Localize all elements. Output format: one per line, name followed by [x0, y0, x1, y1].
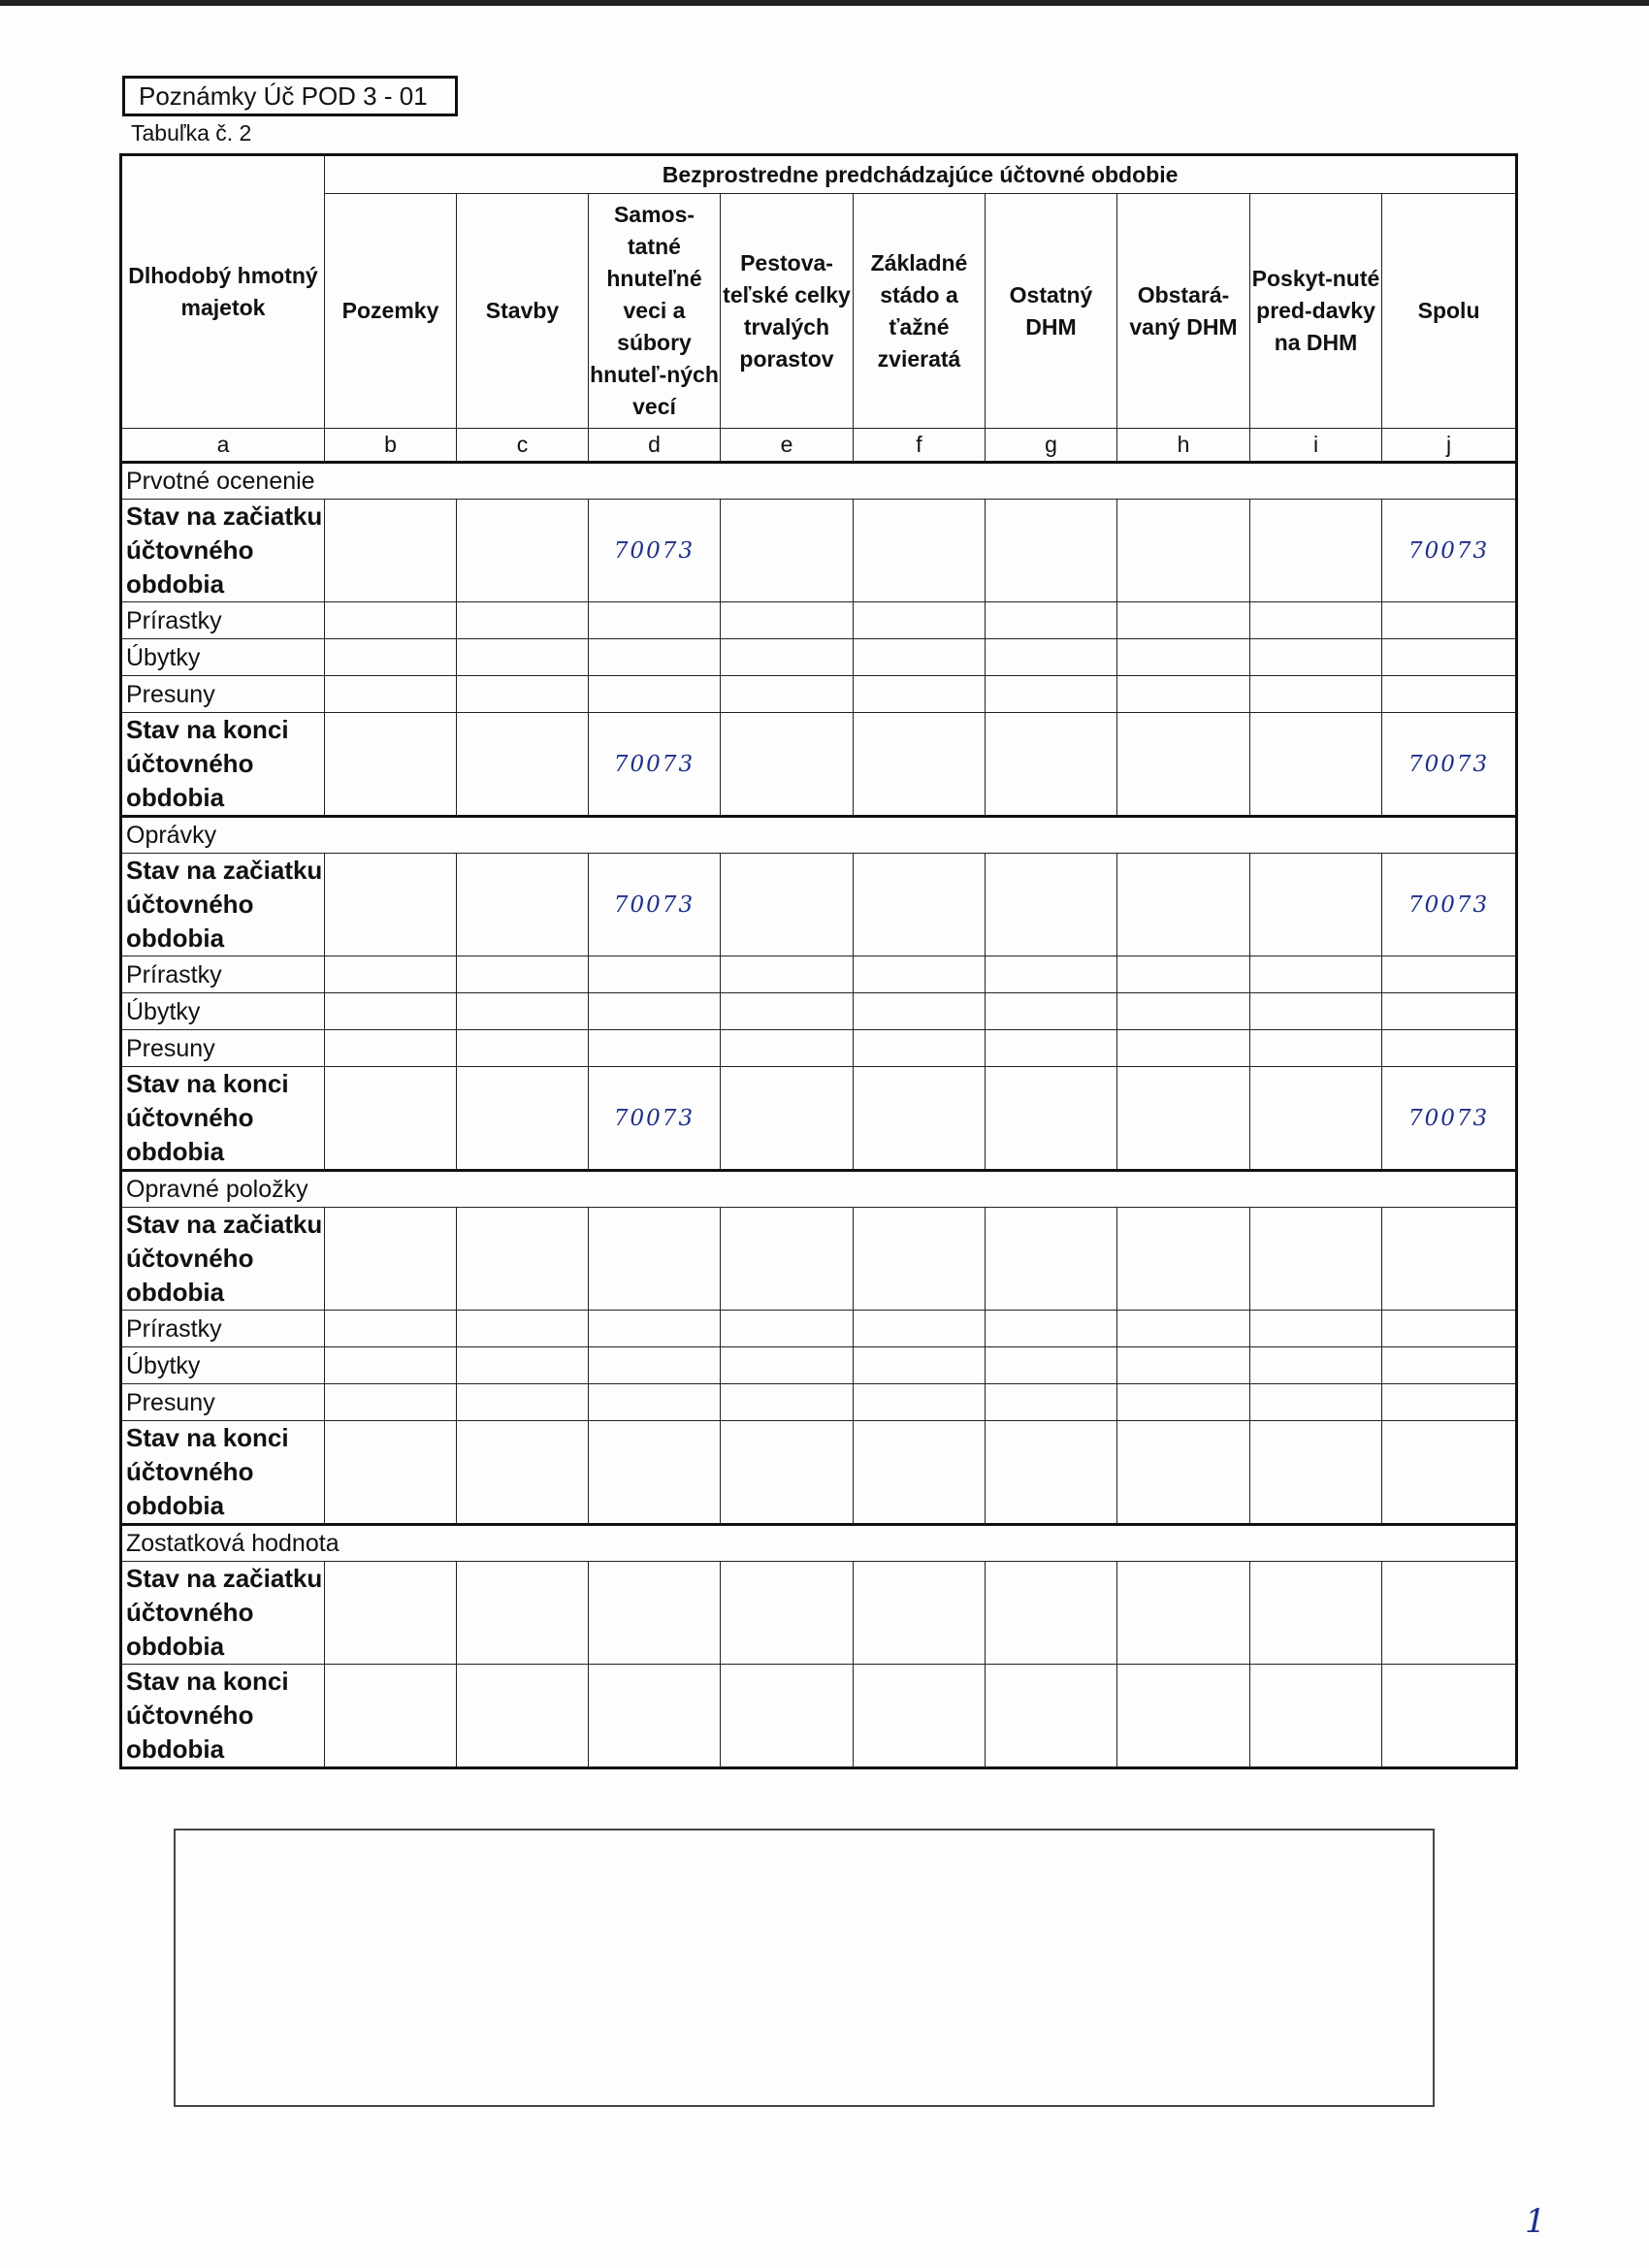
table-cell[interactable]	[986, 1421, 1117, 1525]
section-row	[121, 817, 1517, 854]
table-cell[interactable]	[1117, 1208, 1250, 1311]
cell-d[interactable]	[589, 1665, 721, 1768]
table-cell[interactable]	[1117, 1347, 1250, 1384]
table-cell[interactable]	[721, 1384, 854, 1421]
column-letter: g	[986, 429, 1117, 463]
row-label: Stav na konci účtovného obdobia	[121, 1421, 325, 1525]
table-cell[interactable]	[854, 676, 986, 713]
row-label: Presuny	[121, 676, 325, 713]
cell-total[interactable]	[1382, 1384, 1517, 1421]
table-cell[interactable]	[1117, 1311, 1250, 1347]
table-cell[interactable]	[1250, 1067, 1382, 1171]
table-cell[interactable]	[1117, 639, 1250, 676]
table-cell[interactable]	[721, 639, 854, 676]
table-row	[121, 956, 1517, 993]
row-label: Presuny	[121, 1030, 325, 1067]
table-cell[interactable]	[457, 1421, 589, 1525]
table-cell[interactable]	[1117, 602, 1250, 639]
table-cell[interactable]	[854, 713, 986, 817]
table-cell[interactable]	[986, 676, 1117, 713]
table-cell[interactable]	[721, 713, 854, 817]
table-cell[interactable]	[854, 1347, 986, 1384]
table-cell[interactable]	[854, 1208, 986, 1311]
table-cell[interactable]	[457, 956, 589, 993]
table-row	[121, 1030, 1517, 1067]
table-cell[interactable]	[325, 1311, 457, 1347]
form-title: Poznámky Úč POD 3 - 01	[122, 76, 458, 116]
table-cell[interactable]	[1250, 1208, 1382, 1311]
table-cell[interactable]	[1250, 1384, 1382, 1421]
column-letter: e	[721, 429, 854, 463]
table-cell[interactable]	[457, 639, 589, 676]
table-cell[interactable]	[1117, 1030, 1250, 1067]
table-cell[interactable]	[457, 1384, 589, 1421]
table-cell[interactable]	[325, 1067, 457, 1171]
table-cell[interactable]	[986, 1067, 1117, 1171]
column-header: Spolu	[1382, 194, 1517, 429]
cell-d[interactable]	[589, 1384, 721, 1421]
table-cell[interactable]	[854, 1421, 986, 1525]
cell-d[interactable]	[589, 676, 721, 713]
row-label: Úbytky	[121, 639, 325, 676]
cell-total[interactable]	[1382, 1030, 1517, 1067]
table-cell[interactable]	[1117, 1421, 1250, 1525]
table-cell[interactable]	[457, 1347, 589, 1384]
table-cell[interactable]	[986, 500, 1117, 602]
cell-d[interactable]	[589, 602, 721, 639]
table-cell[interactable]	[854, 1067, 986, 1171]
table-cell[interactable]	[854, 854, 986, 956]
letters-row	[121, 429, 1517, 463]
table-cell[interactable]	[325, 500, 457, 602]
table-cell[interactable]	[1250, 713, 1382, 817]
table-cell[interactable]	[986, 993, 1117, 1030]
notes-box	[174, 1829, 1435, 2107]
cell-total[interactable]	[1382, 1421, 1517, 1525]
cell-d[interactable]	[589, 993, 721, 1030]
table-row	[121, 1421, 1517, 1525]
table-cell[interactable]	[721, 1562, 854, 1665]
table-cell[interactable]	[1250, 1347, 1382, 1384]
table-cell[interactable]	[986, 1311, 1117, 1347]
table-cell[interactable]	[986, 956, 1117, 993]
table-cell[interactable]	[457, 1067, 589, 1171]
table-cell[interactable]	[721, 1665, 854, 1768]
table-cell[interactable]	[457, 602, 589, 639]
table-cell[interactable]	[721, 1347, 854, 1384]
cell-d[interactable]	[589, 1311, 721, 1347]
table-cell[interactable]	[986, 1030, 1117, 1067]
column-header: Pozemky	[325, 194, 457, 429]
cell-total[interactable]	[1382, 1347, 1517, 1384]
cell-d[interactable]	[589, 1562, 721, 1665]
row-label: Prírastky	[121, 602, 325, 639]
table-cell[interactable]	[986, 1665, 1117, 1768]
table-cell[interactable]	[1250, 602, 1382, 639]
table-cell[interactable]	[854, 1562, 986, 1665]
table-row	[121, 993, 1517, 1030]
cell-total[interactable]	[1382, 993, 1517, 1030]
section-row	[121, 1171, 1517, 1208]
table-cell[interactable]	[1117, 854, 1250, 956]
table-cell[interactable]	[854, 993, 986, 1030]
table-cell[interactable]	[1250, 854, 1382, 956]
row-label: Prírastky	[121, 1311, 325, 1347]
asset-table	[119, 153, 1518, 1769]
table-cell[interactable]	[457, 1665, 589, 1768]
row-header-cell: Dlhodobý hmotný majetok	[121, 155, 325, 429]
table-cell[interactable]	[721, 956, 854, 993]
column-header: Stavby	[457, 194, 589, 429]
row-label: Úbytky	[121, 993, 325, 1030]
table-cell[interactable]	[721, 602, 854, 639]
row-label: Stav na konci účtovného obdobia	[121, 1067, 325, 1171]
table-cell[interactable]	[986, 602, 1117, 639]
table-cell[interactable]	[325, 1384, 457, 1421]
section-title: Zostatková hodnota	[121, 1525, 1517, 1562]
table-cell[interactable]	[1250, 639, 1382, 676]
table-row	[121, 1384, 1517, 1421]
cell-total[interactable]: 70073	[1382, 854, 1517, 956]
row-label: Stav na konci účtovného obdobia	[121, 713, 325, 817]
cell-total[interactable]: 70073	[1382, 1067, 1517, 1171]
table-cell[interactable]	[1117, 676, 1250, 713]
cell-total[interactable]: 70073	[1382, 713, 1517, 817]
table-cell[interactable]	[854, 1030, 986, 1067]
column-header: Obstará-vaný DHM	[1117, 194, 1250, 429]
row-label: Stav na začiatku účtovného obdobia	[121, 854, 325, 956]
row-label: Úbytky	[121, 1347, 325, 1384]
cell-d[interactable]	[589, 1030, 721, 1067]
table-cell[interactable]	[721, 500, 854, 602]
cell-d[interactable]: 70073	[589, 854, 721, 956]
table-row	[121, 1208, 1517, 1311]
table-cell[interactable]	[325, 1421, 457, 1525]
cell-d[interactable]: 70073	[589, 713, 721, 817]
cell-d[interactable]: 70073	[589, 500, 721, 602]
cell-d[interactable]	[589, 1347, 721, 1384]
cell-total[interactable]	[1382, 1311, 1517, 1347]
cell-d[interactable]	[589, 1421, 721, 1525]
table-cell[interactable]	[457, 854, 589, 956]
cell-total[interactable]	[1382, 1208, 1517, 1311]
column-header: Ostatný DHM	[986, 194, 1117, 429]
table-cell[interactable]	[325, 713, 457, 817]
table-cell[interactable]	[854, 1384, 986, 1421]
table-cell[interactable]	[325, 956, 457, 993]
column-letter: f	[854, 429, 986, 463]
table-cell[interactable]	[986, 1208, 1117, 1311]
header-row-columns	[121, 194, 1517, 429]
table-cell[interactable]	[721, 1311, 854, 1347]
cell-total[interactable]	[1382, 956, 1517, 993]
table-cell[interactable]	[854, 956, 986, 993]
cell-total[interactable]	[1382, 1665, 1517, 1768]
table-cell[interactable]	[457, 676, 589, 713]
table-cell[interactable]	[325, 1030, 457, 1067]
table-row	[121, 1067, 1517, 1171]
table-cell[interactable]	[325, 639, 457, 676]
group-title: Bezprostredne predchádzajúce účtovné obdobie	[325, 155, 1517, 194]
table-cell[interactable]	[854, 639, 986, 676]
table-cell[interactable]	[457, 993, 589, 1030]
column-letter: c	[457, 429, 589, 463]
column-letter: h	[1117, 429, 1250, 463]
table-row	[121, 639, 1517, 676]
table-row	[121, 1347, 1517, 1384]
table-cell[interactable]	[1117, 993, 1250, 1030]
section-title: Prvotné ocenenie	[121, 463, 1517, 500]
table-cell[interactable]	[986, 854, 1117, 956]
column-letter: b	[325, 429, 457, 463]
row-label: Stav na začiatku účtovného obdobia	[121, 1562, 325, 1665]
section-title: Opravné položky	[121, 1171, 1517, 1208]
table-cell[interactable]	[325, 1347, 457, 1384]
table-cell[interactable]	[1250, 1562, 1382, 1665]
table-cell[interactable]	[721, 1421, 854, 1525]
table-cell[interactable]	[986, 1562, 1117, 1665]
column-letter: i	[1250, 429, 1382, 463]
table-row	[121, 854, 1517, 956]
table-cell[interactable]	[325, 676, 457, 713]
row-label: Presuny	[121, 1384, 325, 1421]
table-row	[121, 676, 1517, 713]
table-cell[interactable]	[1250, 676, 1382, 713]
table-cell[interactable]	[1250, 1030, 1382, 1067]
header-row-group	[121, 155, 1517, 194]
table-cell[interactable]	[325, 1562, 457, 1665]
table-cell[interactable]	[1117, 1067, 1250, 1171]
cell-total[interactable]	[1382, 639, 1517, 676]
table-cell[interactable]	[721, 993, 854, 1030]
table-cell[interactable]	[854, 1311, 986, 1347]
table-cell[interactable]	[1117, 956, 1250, 993]
table-cell[interactable]	[721, 1067, 854, 1171]
table-cell[interactable]	[721, 676, 854, 713]
table-row	[121, 1311, 1517, 1347]
table-row	[121, 713, 1517, 817]
table-cell[interactable]	[721, 1208, 854, 1311]
section-row	[121, 463, 1517, 500]
table-cell[interactable]	[325, 1665, 457, 1768]
column-letter: d	[589, 429, 721, 463]
table-cell[interactable]	[325, 854, 457, 956]
table-cell[interactable]	[325, 602, 457, 639]
table-row	[121, 1562, 1517, 1665]
cell-d[interactable]: 70073	[589, 1067, 721, 1171]
table-cell[interactable]	[1250, 1665, 1382, 1768]
table-cell[interactable]	[1117, 713, 1250, 817]
scan-top-edge	[0, 0, 1649, 6]
table-cell[interactable]	[1250, 993, 1382, 1030]
column-header: Pestova-teľské celky trvalých porastov	[721, 194, 854, 429]
table-cell[interactable]	[854, 500, 986, 602]
table-cell[interactable]	[1250, 956, 1382, 993]
section-row	[121, 1525, 1517, 1562]
table-row	[121, 1665, 1517, 1768]
table-label: Tabuľka č. 2	[131, 120, 252, 146]
table-cell[interactable]	[854, 1665, 986, 1768]
table-cell[interactable]	[325, 993, 457, 1030]
table-row	[121, 500, 1517, 602]
table-cell[interactable]	[457, 1562, 589, 1665]
row-label: Stav na začiatku účtovného obdobia	[121, 1208, 325, 1311]
column-header: Základné stádo a ťažné zvieratá	[854, 194, 986, 429]
table-cell[interactable]	[457, 1030, 589, 1067]
cell-d[interactable]	[589, 639, 721, 676]
cell-total[interactable]	[1382, 676, 1517, 713]
table-cell[interactable]	[1117, 1384, 1250, 1421]
table-cell[interactable]	[1250, 1311, 1382, 1347]
column-letter: j	[1382, 429, 1517, 463]
column-letter: a	[121, 429, 325, 463]
table-cell[interactable]	[721, 1030, 854, 1067]
table-cell[interactable]	[986, 639, 1117, 676]
section-title: Oprávky	[121, 817, 1517, 854]
table-cell[interactable]	[457, 1311, 589, 1347]
cell-total[interactable]	[1382, 602, 1517, 639]
table-cell[interactable]	[986, 1384, 1117, 1421]
table-cell[interactable]	[457, 713, 589, 817]
table-cell[interactable]	[721, 854, 854, 956]
table-cell[interactable]	[325, 1208, 457, 1311]
cell-total[interactable]	[1382, 1562, 1517, 1665]
table-cell[interactable]	[1117, 500, 1250, 602]
cell-d[interactable]	[589, 956, 721, 993]
table-row	[121, 602, 1517, 639]
column-header: Samos-tatné hnuteľné veci a súbory hnuteľ-ných vecí	[589, 194, 721, 429]
cell-d[interactable]	[589, 1208, 721, 1311]
row-label: Prírastky	[121, 956, 325, 993]
table-cell[interactable]	[854, 602, 986, 639]
table-cell[interactable]	[1117, 1665, 1250, 1768]
table-cell[interactable]	[1117, 1562, 1250, 1665]
column-header: Poskyt-nuté pred-davky na DHM	[1250, 194, 1382, 429]
table-cell[interactable]	[1250, 500, 1382, 602]
table-cell[interactable]	[457, 500, 589, 602]
cell-total[interactable]: 70073	[1382, 500, 1517, 602]
table-cell[interactable]	[1250, 1421, 1382, 1525]
table-cell[interactable]	[986, 1347, 1117, 1384]
table-cell[interactable]	[457, 1208, 589, 1311]
table-cell[interactable]	[986, 713, 1117, 817]
page-number: 1	[1525, 2202, 1546, 2241]
row-label: Stav na začiatku účtovného obdobia	[121, 500, 325, 602]
row-label: Stav na konci účtovného obdobia	[121, 1665, 325, 1768]
